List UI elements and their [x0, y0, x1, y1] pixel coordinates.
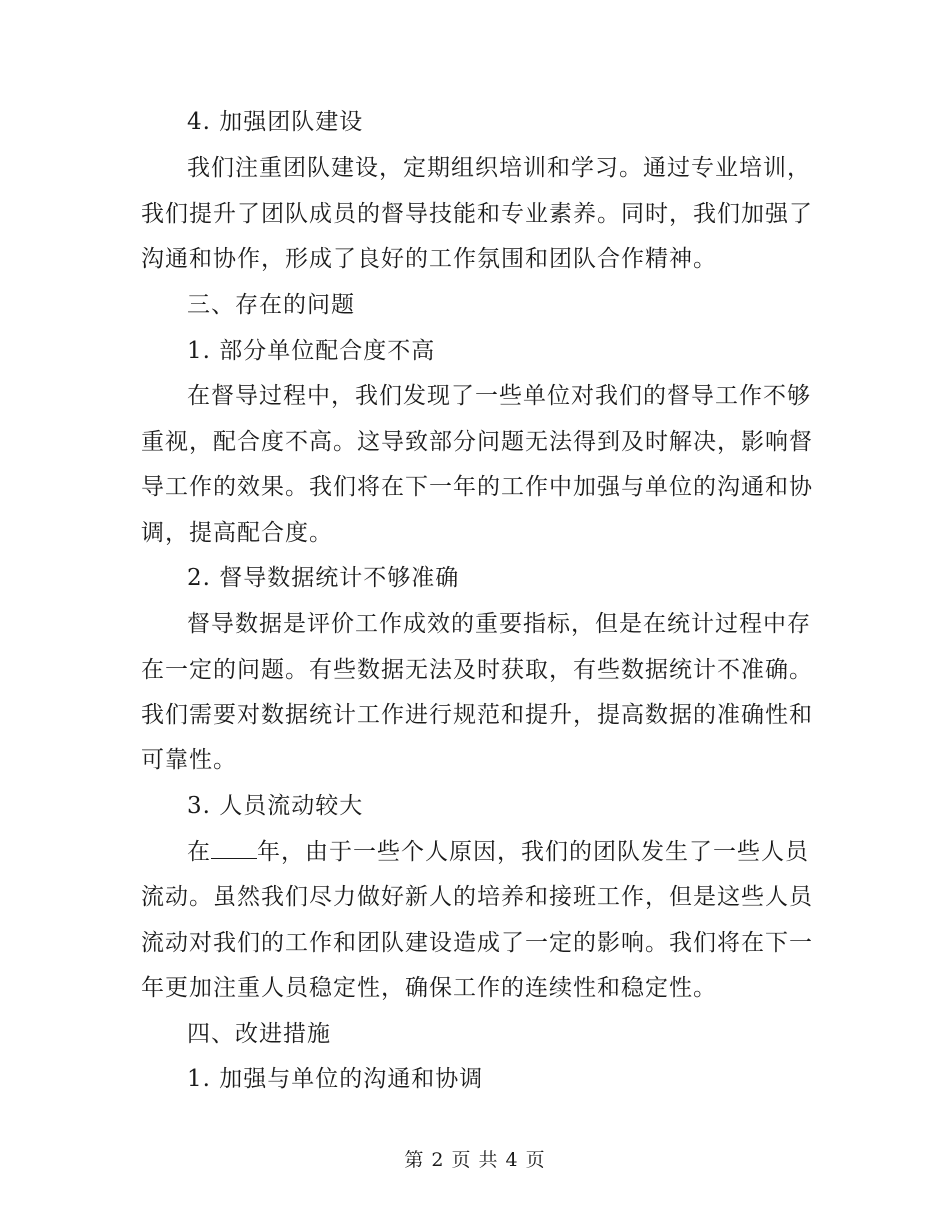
- paragraph-line: 流动。虽然我们尽力做好新人的培养和接班工作，但是这些人员: [141, 884, 813, 910]
- paragraph-line: 导工作的效果。我们将在下一年的工作中加强与单位的沟通和协: [141, 474, 813, 500]
- paragraph-line: 重视，配合度不高。这导致部分问题无法得到及时解决，影响督: [141, 429, 813, 455]
- paragraph-line: 我们需要对数据统计工作进行规范和提升，提高数据的准确性和: [141, 702, 813, 728]
- section-heading: 2. 督导数据统计不够准确: [187, 565, 460, 591]
- paragraph-line: 可靠性。: [141, 747, 237, 773]
- paragraph-line: 调，提高配合度。: [141, 520, 333, 546]
- paragraph-line: 沟通和协作，形成了良好的工作氛围和团队合作精神。: [141, 246, 717, 272]
- paragraph-line: 流动对我们的工作和团队建设造成了一定的影响。我们将在下一: [141, 930, 813, 956]
- paragraph-line: 在督导过程中，我们发现了一些单位对我们的督导工作不够: [187, 383, 811, 409]
- line-text-before-blank: 在: [187, 839, 211, 865]
- paragraph-line: 我们注重团队建设，定期组织培训和学习。通过专业培训，: [187, 155, 811, 181]
- page-number-footer: 第 2 页 共 4 页: [404, 1149, 546, 1171]
- paragraph-line: 年更加注重人员稳定性，确保工作的连续性和稳定性。: [141, 975, 717, 1001]
- chapter-heading: 四、改进措施: [187, 1021, 331, 1047]
- paragraph-line-with-blank: [187, 837, 809, 867]
- section-heading: 1. 部分单位配合度不高: [187, 338, 436, 364]
- section-heading: 3. 人员流动较大: [187, 793, 364, 819]
- paragraph-line: 我们提升了团队成员的督导技能和专业素养。同时，我们加强了: [141, 201, 813, 227]
- paragraph-line: 在一定的问题。有些数据无法及时获取，有些数据统计不准确。: [141, 657, 813, 683]
- fill-in-blank: [211, 838, 257, 859]
- paragraph-line: 督导数据是评价工作成效的重要指标，但是在统计过程中存: [187, 611, 811, 637]
- section-heading: 1. 加强与单位的沟通和协调: [187, 1066, 484, 1092]
- section-heading: 4. 加强团队建设: [187, 109, 364, 135]
- line-text-after-blank: 年，由于一些个人原因，我们的团队发生了一些人员: [257, 839, 809, 865]
- chapter-heading: 三、存在的问题: [187, 292, 355, 318]
